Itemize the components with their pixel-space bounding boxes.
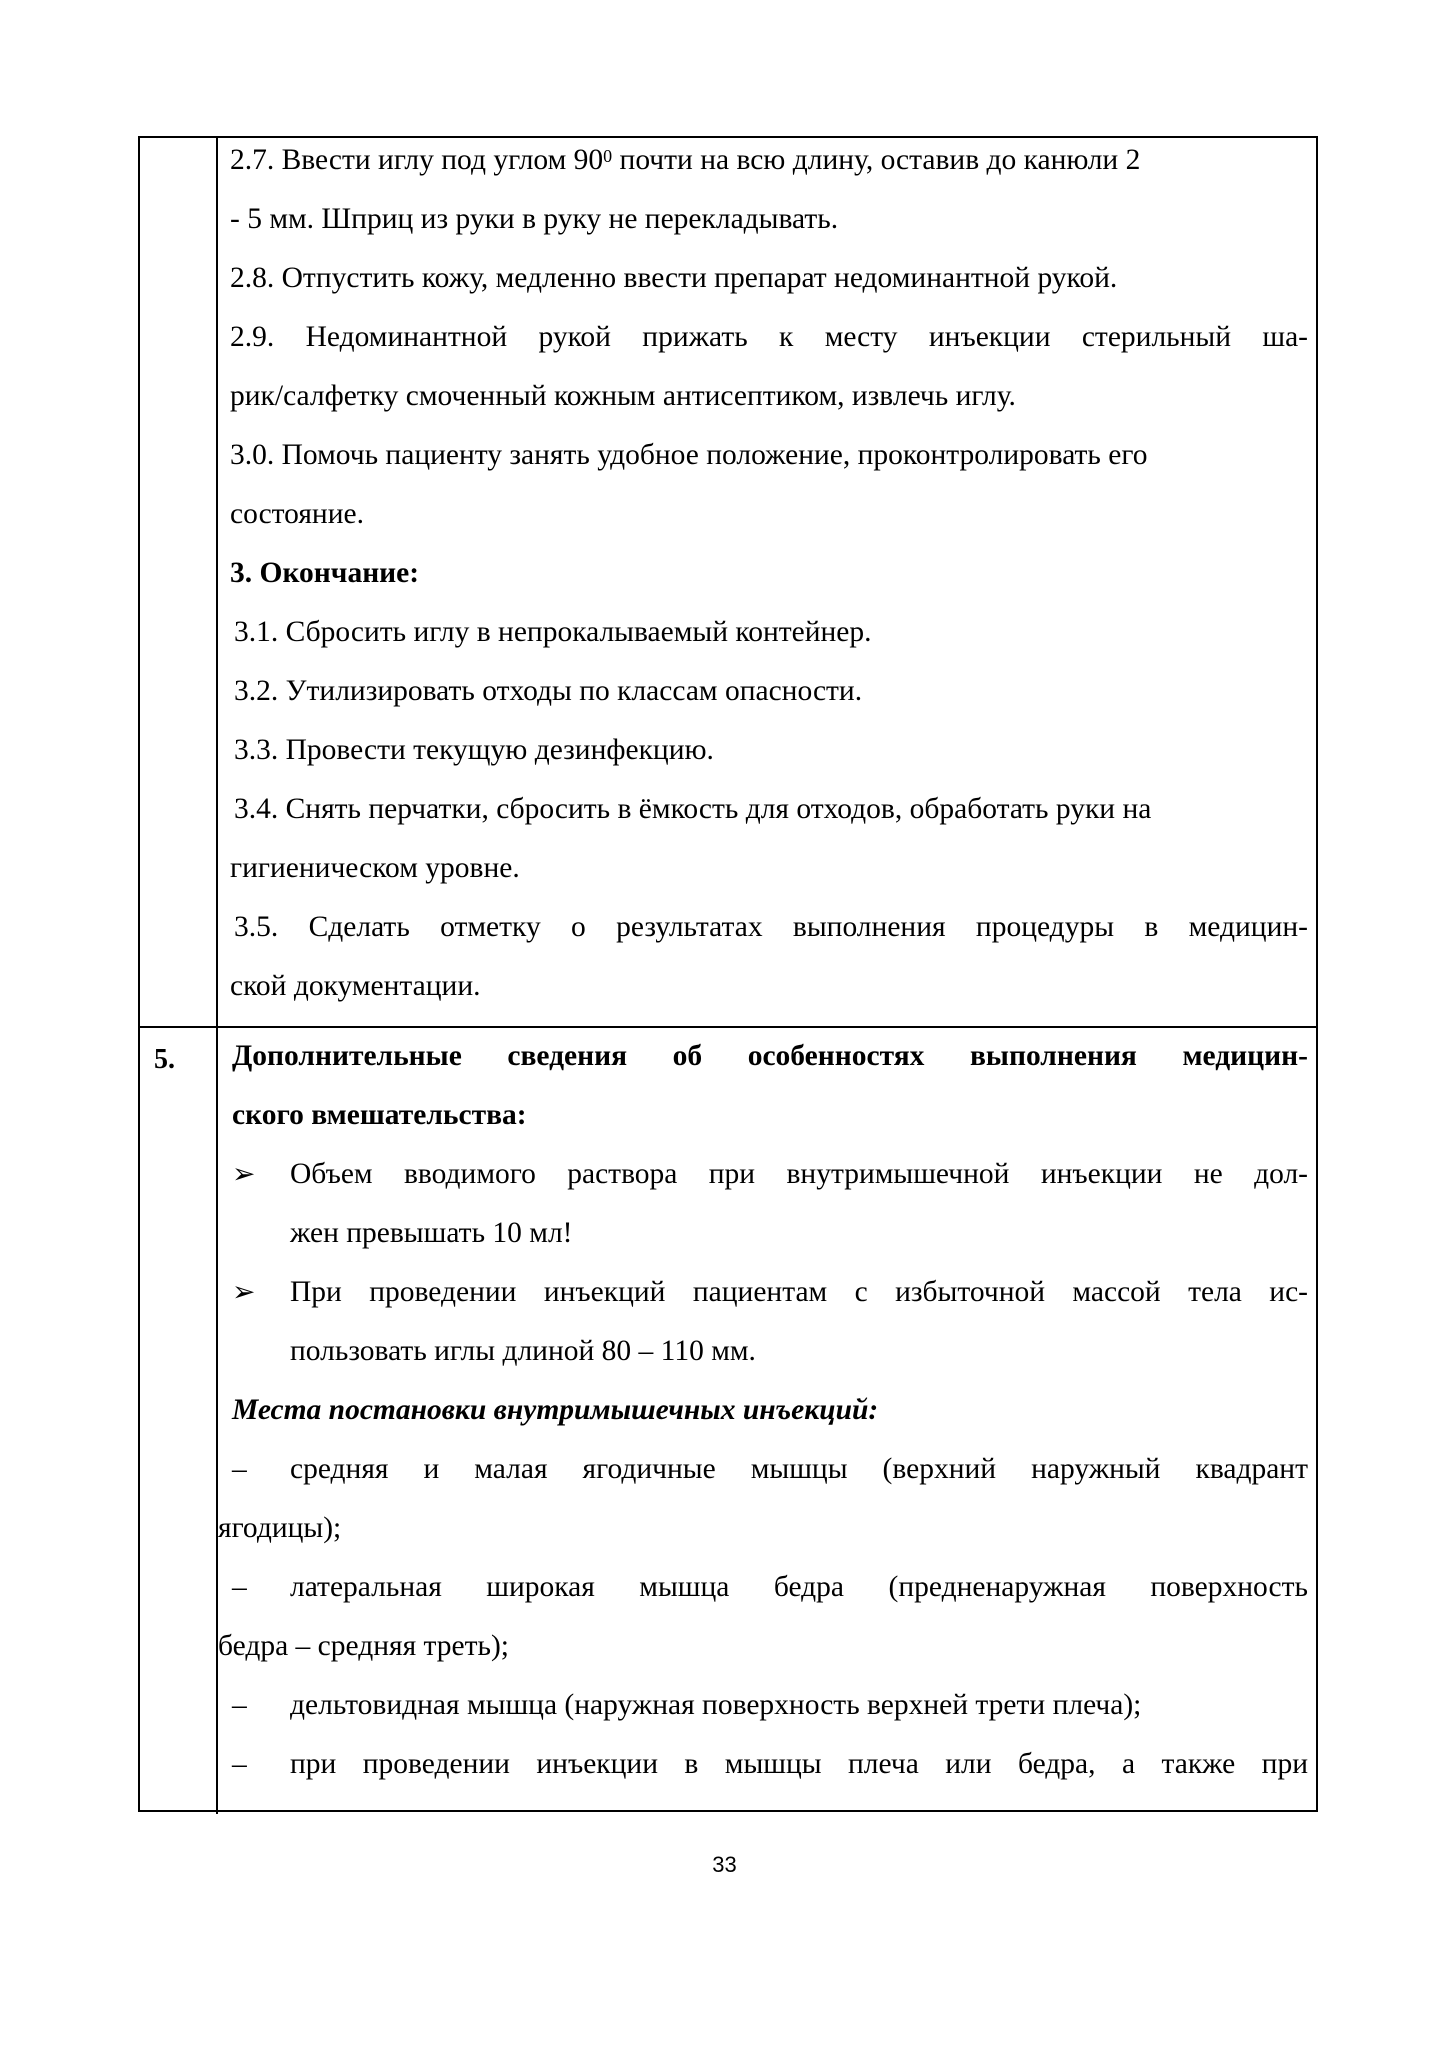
step-3-1: 3.1. Сбросить иглу в непрокалываемый контейнер. xyxy=(234,616,872,648)
step-3-0-line-2: состояние. xyxy=(230,498,364,530)
site-1-line-1: средняя и малая ягодичные мышцы (верхний наружный квадрант xyxy=(290,1453,1308,1485)
row-content-cell xyxy=(218,138,1316,1026)
table-row xyxy=(140,138,1316,1026)
step-2-8: 2.8. Отпустить кожу, медленно ввести препарат недоминантной рукой. xyxy=(230,262,1118,294)
section-heading-end: 3. Окончание: xyxy=(230,557,420,589)
row-number: 5. xyxy=(154,1044,175,1075)
bullet-1-line-2: жен превышать 10 мл! xyxy=(290,1217,573,1249)
dash-marker: – xyxy=(232,1571,247,1603)
step-2-9-line-1: 2.9. Недоминантной рукой прижать к месту инъекции стерильный ша- xyxy=(230,321,1308,353)
row-content-cell xyxy=(218,1028,1316,1814)
step-3-4-line-1: 3.4. Снять перчатки, сбросить в ёмкость для отходов, обработать руки на xyxy=(234,793,1152,825)
step-3-3: 3.3. Провести текущую дезинфекцию. xyxy=(234,734,714,766)
site-3: дельтовидная мышца (наружная поверхность верхней трети плеча); xyxy=(290,1689,1142,1721)
step-3-5-line-1: 3.5. Сделать отметку о результатах выполнения процедуры в медицин- xyxy=(234,911,1308,943)
dash-marker: – xyxy=(232,1748,247,1780)
row-number-cell xyxy=(140,138,218,1026)
step-3-2: 3.2. Утилизировать отходы по классам опасности. xyxy=(234,675,863,707)
procedure-table xyxy=(138,136,1318,1812)
step-2-9-line-2: рик/салфетку смоченный кожным антисептиком, извлечь иглу. xyxy=(230,380,1016,412)
step-3-0-line-1: 3.0. Помочь пациенту занять удобное положение, проконтролировать его xyxy=(230,439,1148,471)
degree-superscript: 0 xyxy=(603,146,613,166)
site-1-line-2: ягодицы); xyxy=(218,1512,342,1544)
additional-info-title-line-1: Дополнительные сведения об особенностях выполнения медицин- xyxy=(232,1040,1308,1072)
dash-marker: – xyxy=(232,1453,247,1485)
table-row xyxy=(140,1026,1316,1814)
site-4-line-1: при проведении инъекции в мышцы плеча или бедра, а также при xyxy=(290,1748,1308,1780)
page-number: 33 xyxy=(712,1852,737,1877)
step-2-7-line-2: - 5 мм. Шприц из руки в руку не перекладывать. xyxy=(230,203,839,235)
row-number-cell xyxy=(140,1028,218,1814)
bullet-arrow-icon: ➢ xyxy=(232,1275,256,1308)
bullet-2-line-1: При проведении инъекций пациентам с избыточной массой тела ис- xyxy=(290,1276,1308,1308)
step-2-7-line-1 xyxy=(230,142,1140,178)
additional-info-title-line-2: ского вмешательства: xyxy=(232,1099,527,1131)
bullet-arrow-icon: ➢ xyxy=(232,1157,256,1190)
site-2-line-1: латеральная широкая мышца бедра (предненаружная поверхность xyxy=(290,1571,1308,1603)
step-2-7-text: 2.7. Ввести иглу под углом 90 xyxy=(230,144,604,176)
step-3-5-line-2: ской документации. xyxy=(230,970,481,1002)
site-2-line-2: бедра – средняя треть); xyxy=(218,1630,509,1662)
step-3-4-line-2: гигиеническом уровне. xyxy=(230,852,520,884)
bullet-1-line-1: Объем вводимого раствора при внутримышечной инъекции не дол- xyxy=(290,1158,1308,1190)
bullet-2-line-2: пользовать иглы длиной 80 – 110 мм. xyxy=(290,1335,756,1367)
step-2-7-text-cont: почти на всю длину, оставив до канюли 2 xyxy=(612,144,1141,176)
injection-sites-heading: Места постановки внутримышечных инъекций: xyxy=(232,1394,879,1426)
dash-marker: – xyxy=(232,1689,247,1721)
